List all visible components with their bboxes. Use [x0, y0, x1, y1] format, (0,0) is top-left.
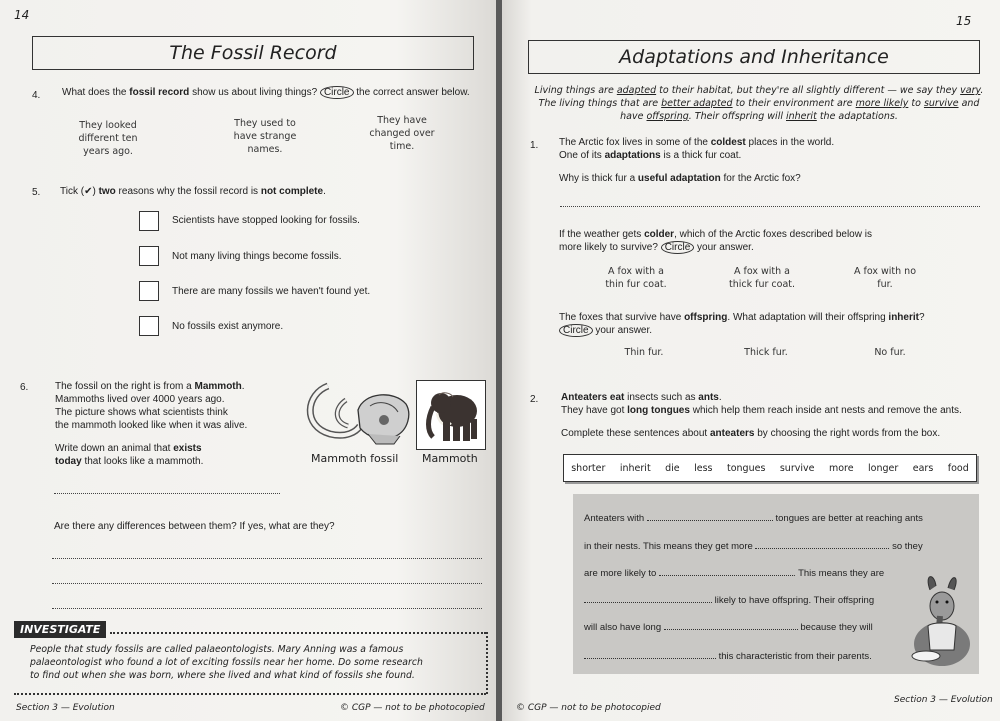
word-inherit: inherit — [619, 462, 651, 474]
word-tongues: tongues — [726, 462, 766, 474]
q6-question-2: Are there any differences between them? If yes, what are they? — [54, 521, 335, 532]
footer-right-section: Section 3 — Evolution — [894, 695, 993, 705]
q2-text: Anteaters eat insects such as ants. They have got long tongues which help them reach inside ant nests and remove the ants. Complete these sentences about anteaters by choosing the right words from the box. — [561, 392, 962, 439]
q4-option-2[interactable]: They used to have strange names. — [233, 118, 297, 155]
mammoth-fossil-caption: Mammoth fossil — [311, 452, 399, 465]
q1-question-2: If the weather gets colder, which of the Arctic foxes described below is more likely to survive? Circle your answer. — [559, 229, 872, 253]
mammoth-fossil-illustration — [298, 380, 416, 452]
sentence-4: likely to have offspring. Their offspring — [584, 595, 874, 606]
fox-option-thin[interactable]: A fox with a thin fur coat. — [605, 266, 667, 290]
q4-option-1[interactable]: They looked different ten years ago. — [78, 120, 138, 157]
q2-number: 2. — [530, 394, 539, 405]
q6-answer-line-4[interactable] — [52, 608, 482, 609]
q1-text: The Arctic fox lives in some of the coldest places in the world. One of its adaptations is a thick fur coat. Why is thick fur a useful adaptation for the Arctic fox? — [559, 137, 835, 184]
investigate-right-border — [486, 632, 488, 694]
sentence-2: in their nests. This means they get more so they — [584, 541, 923, 552]
q6-answer-line-2[interactable] — [52, 558, 482, 559]
mammoth-image-frame — [416, 380, 486, 450]
fox-option-thick[interactable]: A fox with a thick fur coat. — [728, 266, 796, 290]
word-less: less — [694, 462, 713, 474]
q5-option-4: No fossils exist anymore. — [172, 321, 284, 332]
sentence-1: Anteaters with tongues are better at reaching ants — [584, 513, 923, 524]
q4-number: 4. — [32, 90, 41, 101]
q6-answer-line-3[interactable] — [52, 583, 482, 584]
investigate-top-border — [110, 632, 486, 634]
q5-text: Tick (✔) two reasons why the fossil record is not complete. — [60, 186, 326, 197]
word-shorter: shorter — [571, 462, 606, 474]
fur-option-thin[interactable]: Thin fur. — [624, 347, 664, 358]
sentence-3: are more likely to . This means they are — [584, 568, 885, 579]
q4-option-3[interactable]: They have changed over time. — [369, 115, 435, 152]
word-food: food — [947, 462, 969, 474]
fox-option-none[interactable]: A fox with no fur. — [853, 266, 917, 290]
sentence-5: will also have long because they will — [584, 622, 873, 633]
q6-answer-line-1[interactable] — [54, 493, 280, 494]
intro-text: Living things are adapted to their habitat, but they're all slightly different — we say they vary. The living things that are better adapted to their environment are more likely to survive and have offspring. Their offspring will inherit the adaptations. — [534, 85, 984, 122]
fur-option-thick[interactable]: Thick fur. — [744, 347, 788, 358]
word-die: die — [665, 462, 680, 474]
q5-checkbox-3[interactable] — [139, 281, 159, 301]
q4-text: What does the fossil record show us about living things? Circle the correct answer below. — [62, 87, 470, 98]
investigate-label: INVESTIGATE — [14, 621, 106, 638]
word-longer: longer — [868, 462, 899, 474]
q6-number: 6. — [20, 382, 29, 393]
q1-answer-line[interactable] — [560, 206, 980, 207]
right-page — [502, 0, 1000, 721]
q6-text: The fossil on the right is from a Mammoth. Mammoths lived over 4000 years ago. The picture shows what scientists think the mammoth looked like when it was alive. Write down an animal that exists today that looks like a mammoth. — [55, 381, 248, 467]
right-page-title: Adaptations and Inheritance — [528, 40, 980, 74]
q5-option-1: Scientists have stopped looking for fossils. — [172, 215, 360, 226]
q5-checkbox-2[interactable] — [139, 246, 159, 266]
left-page — [0, 0, 496, 721]
left-page-title: The Fossil Record — [32, 36, 474, 70]
investigate-text: People that study fossils are called palaeontologists. Mary Anning was a famous palaeontologist who found a lot of exciting fossils near her home. Do some research to find out when she was born, where she lived and what kind of fossils she found. — [30, 644, 423, 681]
mammoth-caption: Mammoth — [422, 452, 478, 465]
q5-option-2: Not many living things become fossils. — [172, 251, 342, 262]
sentence-6: this characteristic from their parents. — [584, 651, 872, 662]
footer-right-copyright: © CGP — not to be photocopied — [516, 703, 661, 713]
footer-left-copyright: © CGP — not to be photocopied — [340, 703, 485, 713]
q5-checkbox-1[interactable] — [139, 211, 159, 231]
page-number-right: 15 — [956, 14, 972, 28]
q5-checkbox-4[interactable] — [139, 316, 159, 336]
q5-number: 5. — [32, 187, 41, 198]
page-number-left: 14 — [14, 8, 30, 22]
footer-left-section: Section 3 — Evolution — [16, 703, 115, 713]
q5-option-3: There are many fossils we haven't found yet. — [172, 286, 371, 297]
q1-question-3: The foxes that survive have offspring. What adaptation will their offspring inherit? Circle your answer. — [559, 312, 925, 336]
mammoth-illustration — [417, 381, 485, 449]
word-more: more — [828, 462, 854, 474]
word-ears: ears — [912, 462, 934, 474]
q1-number: 1. — [530, 140, 539, 151]
word-box — [563, 454, 977, 482]
fur-option-none[interactable]: No fur. — [874, 347, 906, 358]
anteater-illustration — [902, 570, 980, 670]
word-survive: survive — [779, 462, 815, 474]
investigate-bottom-border — [14, 693, 486, 695]
